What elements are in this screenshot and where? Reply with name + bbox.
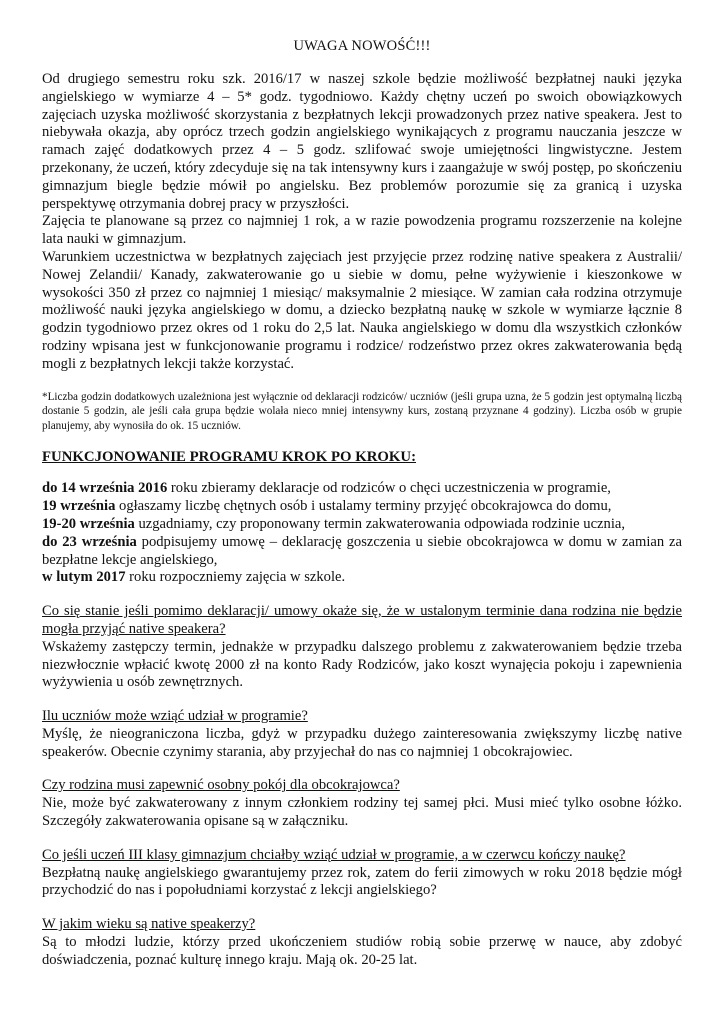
faq-answer: Myślę, że nieograniczona liczba, gdyż w przypadku dużego zainteresowania zwiększymy liczbę native speakerów. Obecnie czynimy starania, aby przyjechał do nas co najmniej 1 obcokrajowiec. [42, 725, 682, 760]
footnote: *Liczba godzin dodatkowych uzależniona jest wyłącznie od deklaracji rodziców/ uczniów (jeśli grupa uzna, że 5 godzin jest optymalną liczbą dostanie 5 godzin, ale jeśli cała grupa będzie wolała nieco mniej intensywny kurs, zostaną przyznane 4 godziny). Liczba osób w grupie planujemy, aby wynosiła do ok. 15 uczniów. [42, 390, 682, 432]
faq-answer: Nie, może być zakwaterowany z innym członkiem rodziny tej samej płci. Musi mieć tylko osobne łóżko. Szczegóły zakwaterowania opisane są w załączniku. [42, 795, 682, 830]
faq-question: Ilu uczniów może wziąć udział w programie? [42, 708, 308, 725]
step-date: w lutym 2017 [42, 569, 126, 586]
faq-answer: Są to młodzi ludzie, którzy przed ukończeniem studiów robią sobie przerwę w nauce, aby zdobyć doświadczenia, poznać kulturę innego kraju. Mają ok. 20-25 lat. [42, 934, 682, 968]
faq-question: W jakim wieku są native speakerzy? [42, 916, 256, 933]
document-title: UWAGA NOWOŚĆ!!! [293, 38, 431, 54]
intro-paragraph-2: Zajęcia te planowane są przez co najmniej 1 rok, a w razie powodzenia programu rozszerzenie na kolejne lata nauki w gimnazjum. [42, 213, 682, 248]
step-text: roku rozpoczniemy zajęcia w szkole. [125, 569, 346, 586]
step-item [42, 534, 682, 570]
step-date: do 23 września [42, 533, 137, 550]
faq-question: Co jeśli uczeń III klasy gimnazjum chciałby wziąć udział w programie, a w czerwcu kończy naukę? [42, 846, 626, 863]
intro-section [42, 71, 682, 374]
step-item [42, 480, 682, 498]
faq-answer: Wskażemy zastępczy termin, jednakże w przypadku dalszego problemu z zakwaterowaniem będzie trzeba niezwłocznie wpłacić kwotę 2000 zł na konto Rady Rodziców, jako koszt wynajęcia pokoju i zapewnienia wyżywienia u osób zewnętrznych. [42, 638, 682, 691]
faq-item [42, 777, 682, 830]
faq-item [42, 847, 682, 900]
faq-question: Czy rodzina musi zapewnić osobny pokój dla obcokrajowca? [42, 777, 400, 794]
intro-paragraph-3: Warunkiem uczestnictwa w bezpłatnych zajęciach jest przyjęcie przez rodzinę native speakera z Australii/ Nowej Zelandii/ Kanady, zakwaterowanie go u siebie w domu, pełne wyżywienie i kieszonkowe w wysokości 350 zł przez co najmniej 1 miesiąc/ maksymalnie 2 miesiące. W zamian cała rodzina otrzymuje możliwość nauki języka angielskiego w domu, a dziecko bezpłatną naukę w szkole w wymiarze łącznie 8 godzin tygodniowo przez okres od 1 roku do 2,5 lat. Nauka angielskiego w domu dla wszystkich członków rodziny wpisana jest w funkcjonowanie programu i rodzice/ rodzeństwo przez okres zakwaterowania będą mogli z bezpłatnych lekcji także korzystać. [42, 248, 682, 372]
step-date: do 14 września 2016 [42, 480, 168, 497]
steps-list [42, 480, 682, 587]
faq-question: Co się stanie jeśli pomimo deklaracji/ umowy okaże się, że w ustalonym terminie dana rodzina nie będzie mogła przyjąć native speakera? [42, 603, 682, 637]
step-item [42, 498, 682, 516]
step-date: 19 września [42, 498, 116, 515]
faq-item [42, 708, 682, 761]
faq-item [42, 916, 682, 969]
faq-answer: Bezpłatną naukę angielskiego gwarantujemy przez rok, zatem do ferii zimowych w roku 2018 będzie mógł przychodzić do nas i popołudniami korzystać z lekcji angielskiego? [42, 864, 682, 899]
step-text: uzgadniamy, czy proponowany termin zakwaterowania odpowiada rodzinie ucznia, [134, 515, 626, 532]
step-item [42, 516, 682, 534]
step-item [42, 569, 682, 587]
faq-item [42, 603, 682, 692]
document-page [42, 38, 682, 986]
intro-paragraph-1: Od drugiego semestru roku szk. 2016/17 w naszej szkole będzie możliwość bezpłatnej nauki języka angielskiego w wymiarze 4 – 5* godz. tygodniowo. Każdy chętny uczeń po swoich obowiązkowych zajęciach uzyska możliwość skorzystania z bezpłatnych lekcji prowadzonych przez native speakera. Jest to niebywała okazja, aby oprócz trzech godzin angielskiego wynikających z programu nauczania jeszcze w ramach zajęć dodatkowych przez 4 – 5 godz. szlifować swoje umiejętności lingwistyczne. Jestem przekonany, że uczeń, który zdecyduje się na tak intensywny kurs i zaangażuje w swój postęp, po skończeniu gimnazjum biegle będzie mówił po angielsku. Bez problemów porozumie się za granicą i uzyska perspektywę otrzymania dobrej pracy w przyszłości. [42, 71, 682, 212]
steps-heading: FUNKCJONOWANIE PROGRAMU KROK PO KROKU: [42, 449, 417, 466]
step-text: podpisujemy umowę – deklarację goszczenia u siebie obcokrajowca w domu w zamian za bezpłatne lekcje angielskiego, [42, 533, 682, 568]
step-date: 19-20 września [42, 515, 135, 532]
step-text: roku zbieramy deklaracje od rodziców o chęci uczestniczenia w programie, [167, 480, 611, 497]
step-text: ogłaszamy liczbę chętnych osób i ustalamy terminy przyjęć obcokrajowca do domu, [115, 498, 612, 515]
